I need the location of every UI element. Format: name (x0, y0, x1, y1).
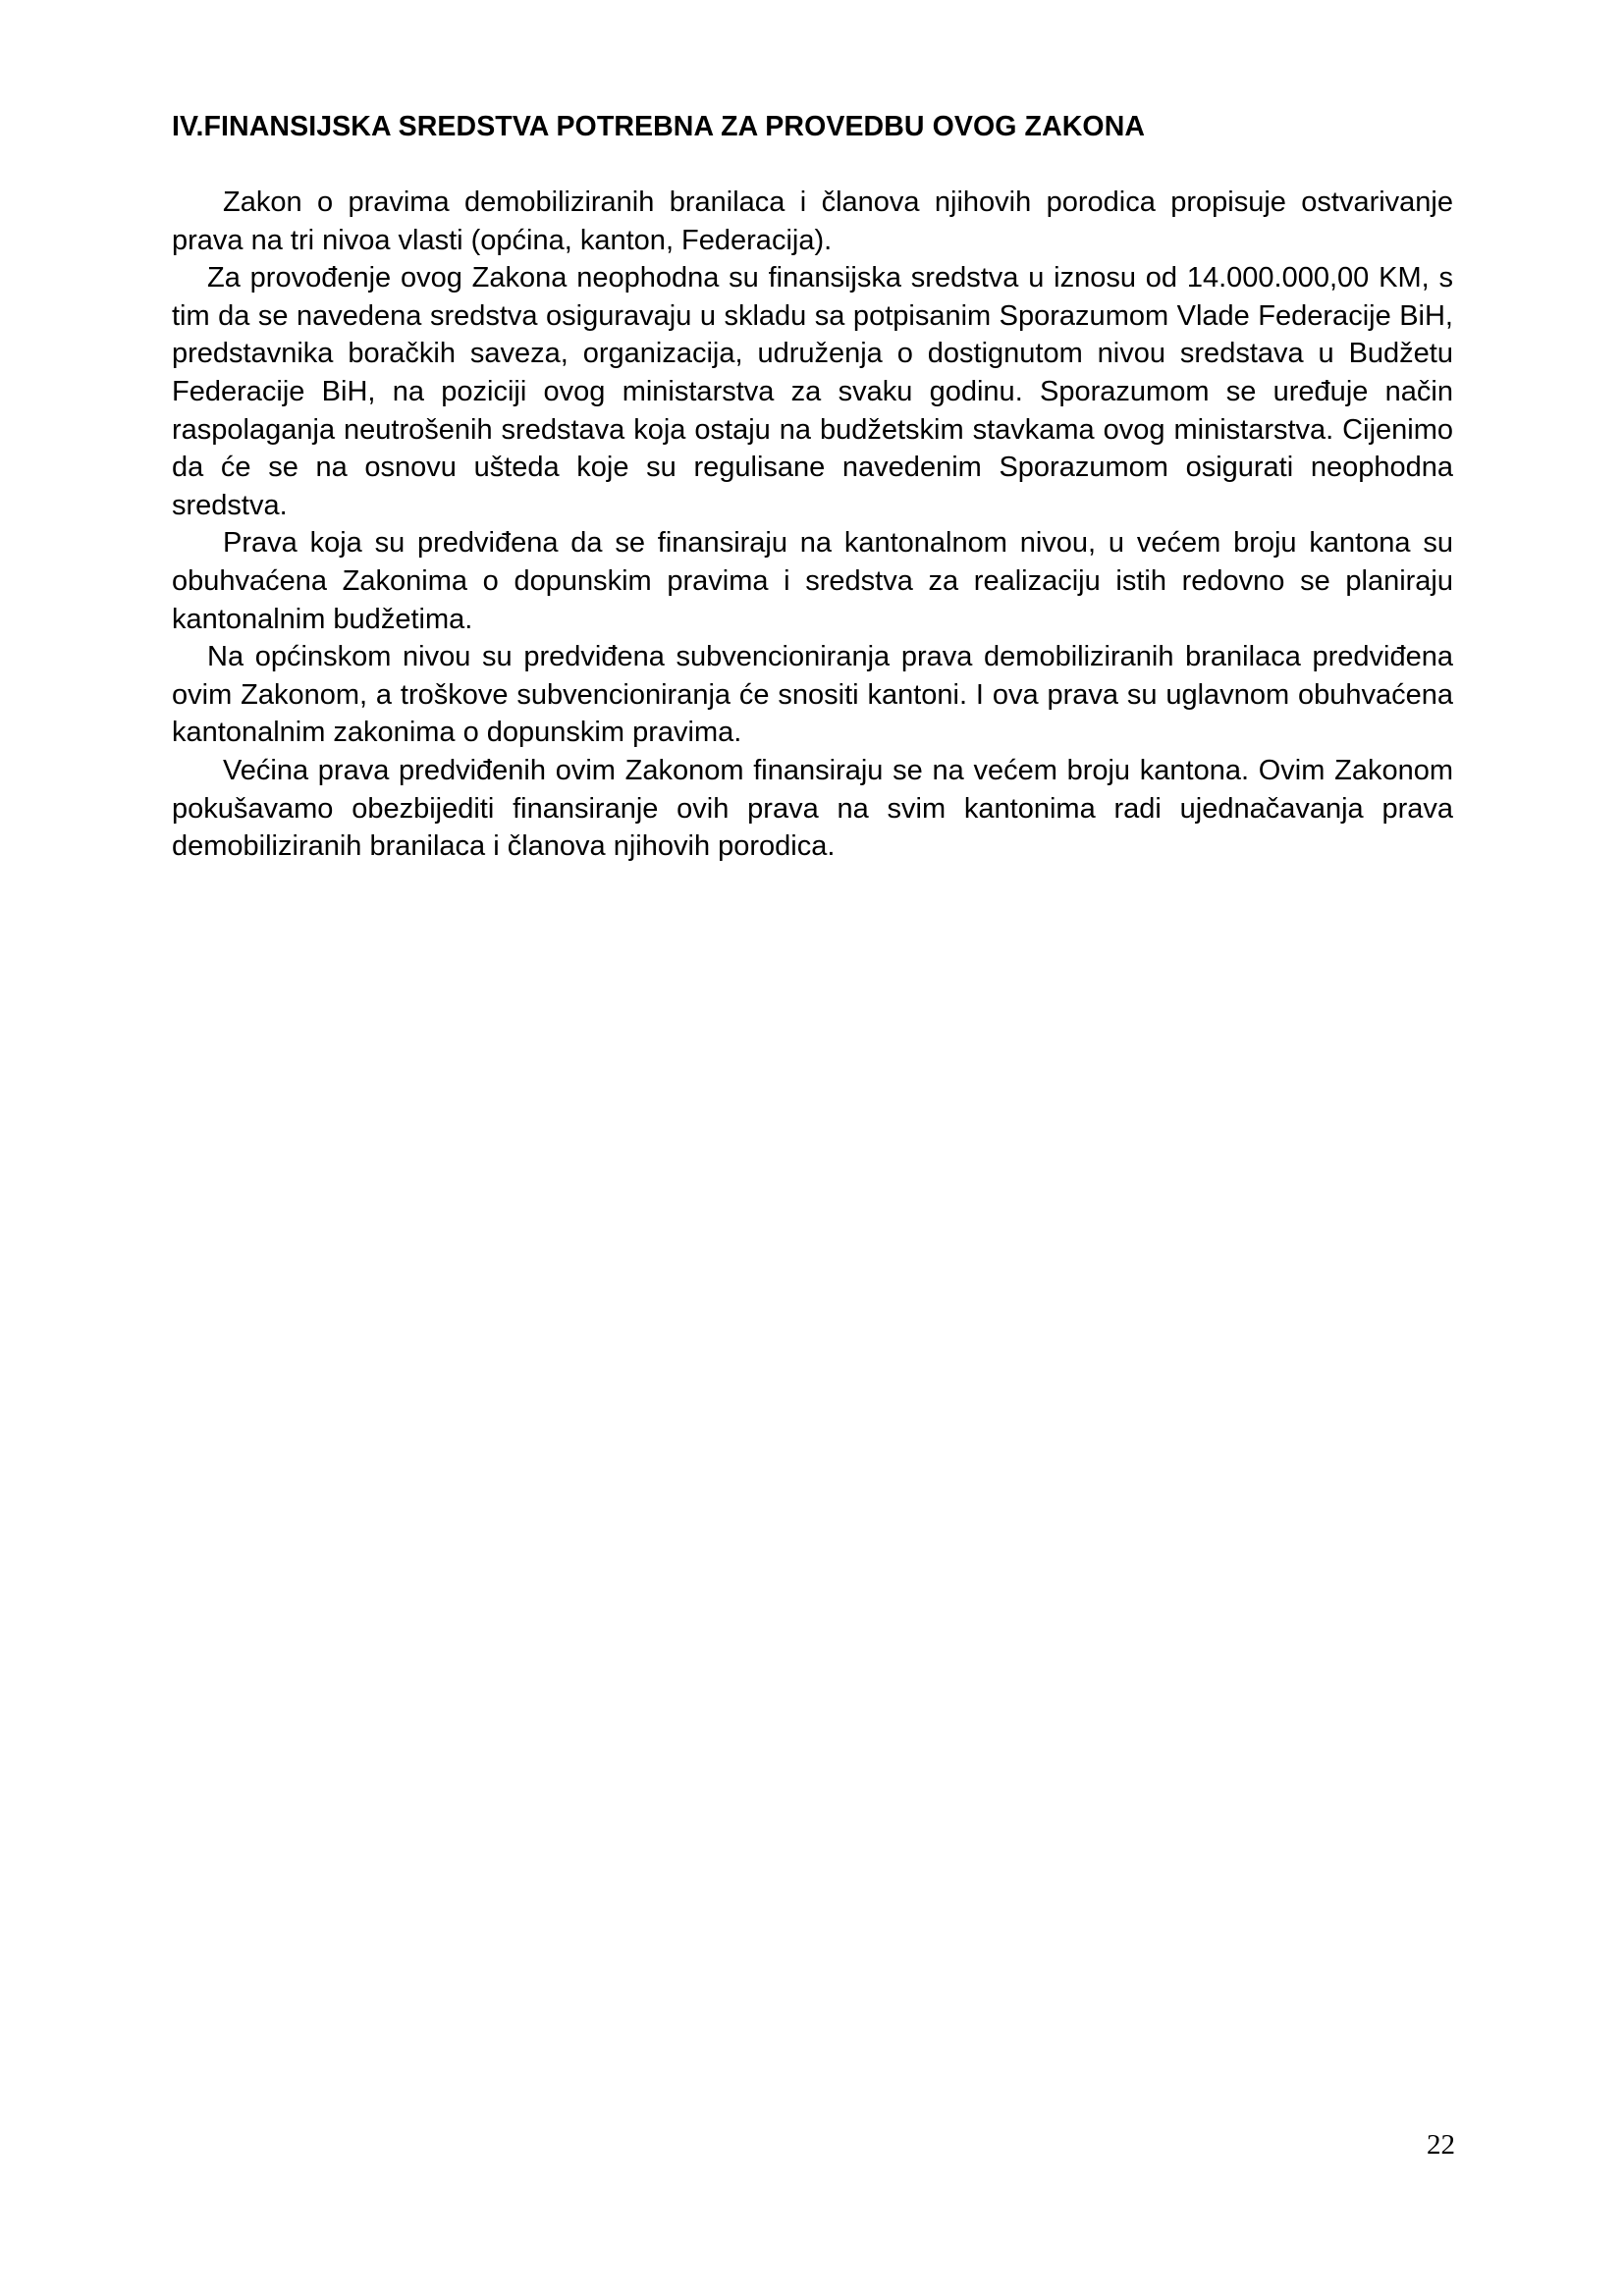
paragraph-5: Većina prava predviđenih ovim Zakonom finansiraju se na većem broju kantona. Ovim Zakonom pokušavamo obezbijediti finansiranje ovih prava na svim kantonima radi ujednačavanja prava demobiliziranih branilaca i članova njihovih porodica. (172, 754, 1453, 863)
paragraph-2: Za provođenje ovog Zakona neophodna su finansijska sredstva u iznosu od 14.000.000,00 KM, s tim da se navedena sredstva osiguravaju u skladu sa potpisanim Sporazumom Vlade Federacije BiH, predstavnika boračkih saveza, organizacija, udruženja o dostignutom nivou sredstava u Budžetu Federacije BiH, na poziciji ovog ministarstva za svaku godinu. Sporazumom se uređuje način raspolaganja neutrošenih sredstava koja ostaju na budžetskim stavkama ovog ministarstva. Cijenimo da će se na osnovu ušteda koje su regulisane navedenim Sporazumom osigurati neophodna sredstva. (172, 262, 1453, 521)
section-heading: IV.FINANSIJSKA SREDSTVA POTREBNA ZA PROVEDBU OVOG ZAKONA (172, 111, 1146, 142)
body-text-block (172, 184, 1453, 866)
paragraph-4: Na općinskom nivou su predviđena subvencioniranja prava demobiliziranih branilaca predviđena ovim Zakonom, a troškove subvencioniranja će snositi kantoni. I ova prava su uglavnom obuhvaćena kantonalnim zakonima o dopunskim pravima. (172, 641, 1453, 749)
paragraph-1: Zakon o pravima demobiliziranih branilaca i članova njihovih porodica propisuje ostvarivanje prava na tri nivoa vlasti (općina, kanton, Federacija). (172, 187, 1453, 256)
paragraph-3: Prava koja su predviđena da se finansiraju na kantonalnom nivou, u većem broju kantona su obuhvaćena Zakonima o dopunskim pravima i sredstva za realizaciju istih redovno se planiraju kantonalnim budžetima. (172, 527, 1453, 635)
page-number: 22 (1427, 2129, 1455, 2161)
